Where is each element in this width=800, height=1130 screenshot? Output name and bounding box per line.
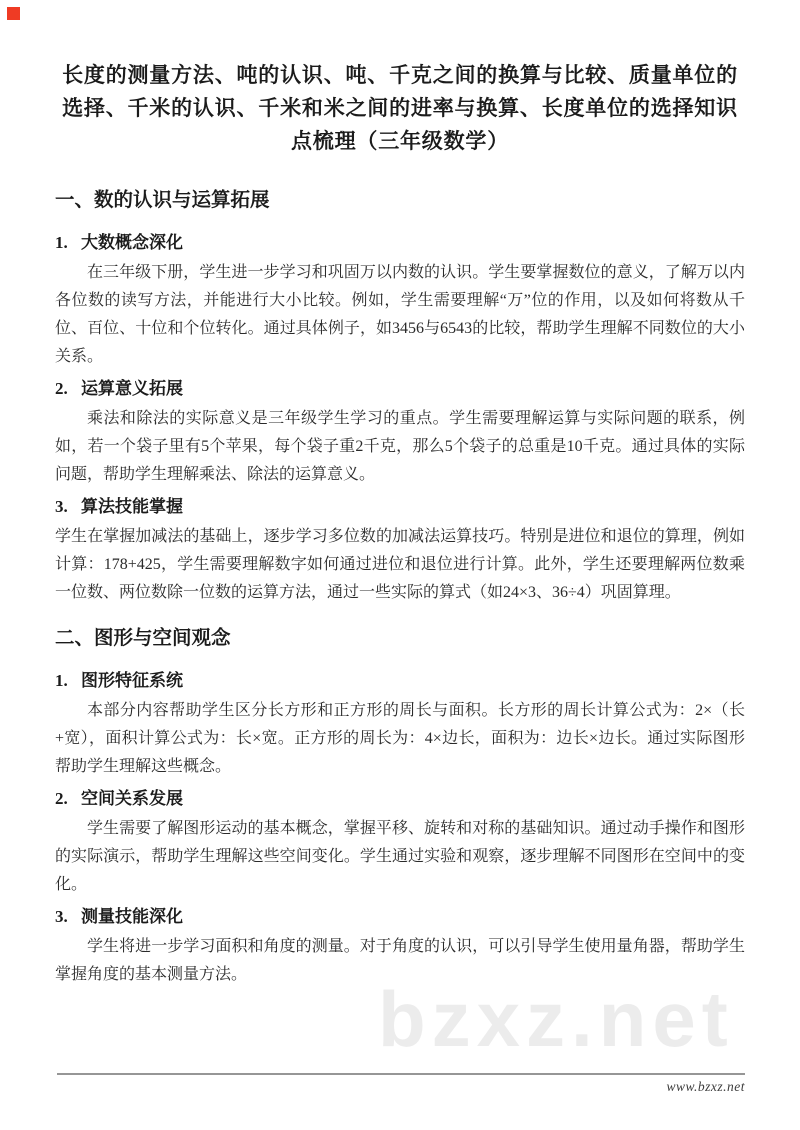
subsection-title: 测量技能深化	[81, 907, 183, 926]
body-paragraph: 学生需要了解图形运动的基本概念，掌握平移、旋转和对称的基础知识。通过动手操作和图形的实际演示，帮助学生理解这些空间变化。学生通过实验和观察，逐步理解不同图形在空间中的变化。	[55, 820, 745, 893]
subsection-heading	[55, 670, 745, 692]
body-paragraph: 学生将进一步学习面积和角度的测量。对于角度的认识，可以引导学生使用量角器，帮助学生掌握角度的基本测量方法。	[55, 938, 745, 983]
subsection-title: 空间关系发展	[81, 789, 183, 808]
body-paragraph: 本部分内容帮助学生区分长方形和正方形的周长与面积。长方形的周长计算公式为：2×（长+宽），面积计算公式为：长×宽。正方形的周长为：4×边长，面积为：边长×边长。通过实际图形帮助学生理解这些概念。	[55, 702, 745, 775]
subsection-heading	[55, 496, 745, 518]
red-click-marker	[7, 7, 20, 20]
body-paragraph: 在三年级下册，学生进一步学习和巩固万以内数的认识。学生要掌握数位的意义，了解万以内各位数的读写方法，并能进行大小比较。例如，学生需要理解“万”位的作用，以及如何将数从千位、百位、十位和个位转化。通过具体例子，如3456与6543的比较，帮助学生理解不同数位的大小关系。	[55, 264, 745, 365]
subsection-heading	[55, 378, 745, 400]
subsection-title: 大数概念深化	[81, 233, 183, 252]
body-paragraph: 乘法和除法的实际意义是三年级学生学习的重点。学生需要理解运算与实际问题的联系，例如，若一个袋子里有5个苹果，每个袋子重2千克，那么5个袋子的总重是10千克。通过具体的实际问题，帮助学生理解乘法、除法的运算意义。	[55, 410, 745, 483]
section-heading-1: 一、数的认识与运算拓展	[55, 189, 270, 211]
subsection-number: 2.	[55, 379, 68, 398]
subsection-heading	[55, 906, 745, 928]
title-line: 选择、千米的认识、千米和米之间的进率与换算、长度单位的选择知识	[62, 97, 738, 120]
body-paragraph: 学生在掌握加减法的基础上，逐步学习多位数的加减法运算技巧。特别是进位和退位的算理，例如计算：178+425，学生需要理解数字如何通过进位和退位进行计算。此外，学生还要理解两位数乘一位数、两位数除一位数的运算方法，通过一些实际的算式（如24×3、36÷4）巩固算理。	[55, 528, 745, 601]
subsection-number: 3.	[55, 907, 68, 926]
subsection-number: 2.	[55, 789, 68, 808]
subsection-number: 1.	[55, 233, 68, 252]
subsection-number: 1.	[55, 671, 68, 690]
footer-divider	[57, 1073, 745, 1075]
title-line: 点梳理（三年级数学）	[291, 130, 509, 153]
title-line: 长度的测量方法、吨的认识、吨、千克之间的换算与比较、质量单位的	[62, 64, 738, 87]
subsection-heading	[55, 232, 745, 254]
subsection-number: 3.	[55, 497, 68, 516]
footer-url: www.bzxz.net	[666, 1079, 745, 1094]
section-heading-2: 二、图形与空间观念	[55, 627, 231, 649]
subsection-title: 图形特征系统	[81, 671, 183, 690]
page-title	[55, 59, 745, 158]
subsection-heading	[55, 788, 745, 810]
subsection-title: 算法技能掌握	[81, 497, 183, 516]
subsection-title: 运算意义拓展	[81, 379, 183, 398]
watermark: bzxz.net	[378, 975, 734, 1063]
